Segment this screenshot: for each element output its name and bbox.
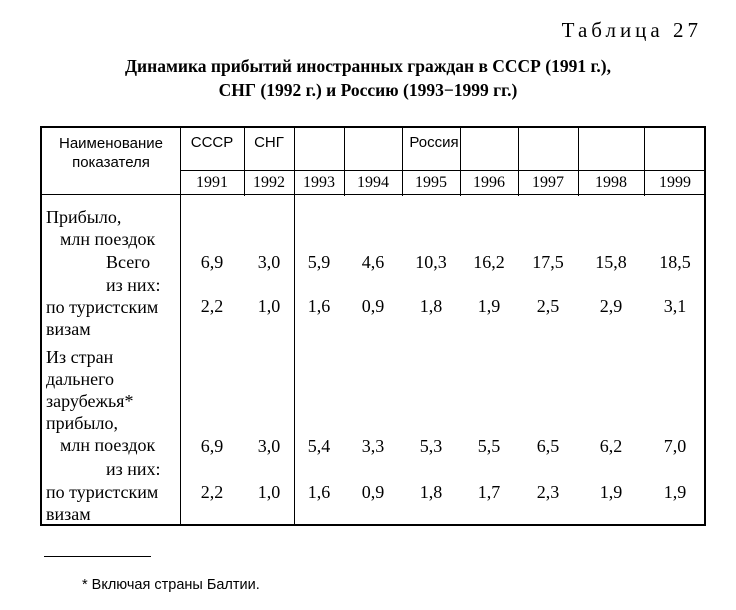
row-label-far-abroad: Из стран дальнего зарубежья* прибыло, млн поездок bbox=[46, 347, 156, 455]
value-cell: 0,9 bbox=[361, 482, 385, 502]
year-header: 1999 bbox=[659, 174, 691, 191]
value-cell: 7,0 bbox=[663, 436, 687, 456]
value-cell: 6,5 bbox=[536, 436, 560, 456]
value-cell: 5,4 bbox=[307, 436, 331, 456]
title-line-1: Динамика прибытий иностранных граждан в СССР (1991 г.), bbox=[124, 56, 612, 76]
value-cell: 17,5 bbox=[532, 252, 564, 272]
value-cell: 3,0 bbox=[257, 252, 281, 272]
value-cell: 1,9 bbox=[663, 482, 687, 502]
value-cell: 1,8 bbox=[419, 482, 443, 502]
row-label-total: Всего bbox=[106, 252, 151, 272]
table-number: Таблица 27 bbox=[561, 18, 702, 42]
year-header: 1993 bbox=[303, 174, 335, 191]
value-cell: 3,0 bbox=[257, 436, 281, 456]
value-cell: 18,5 bbox=[659, 252, 691, 272]
header-cis: СНГ bbox=[254, 134, 284, 151]
value-cell: 0,9 bbox=[361, 296, 385, 316]
value-cell: 5,9 bbox=[307, 252, 331, 272]
value-cell: 3,3 bbox=[361, 436, 385, 456]
value-cell: 2,5 bbox=[536, 296, 560, 316]
value-cell: 6,2 bbox=[599, 436, 623, 456]
value-cell: 2,9 bbox=[599, 296, 623, 316]
year-header: 1995 bbox=[415, 174, 447, 191]
value-cell: 10,3 bbox=[415, 252, 447, 272]
row-label-tourist-visas: по туристским визам bbox=[46, 297, 159, 339]
value-cell: 1,6 bbox=[307, 482, 331, 502]
value-cell: 2,2 bbox=[200, 296, 224, 316]
header-rule bbox=[42, 194, 704, 195]
value-cell: 3,1 bbox=[663, 296, 687, 316]
value-cell: 6,9 bbox=[200, 252, 224, 272]
value-cell: 5,5 bbox=[477, 436, 501, 456]
value-cell: 15,8 bbox=[595, 252, 627, 272]
year-header: 1994 bbox=[357, 174, 389, 191]
value-cell: 16,2 bbox=[473, 252, 505, 272]
year-header: 1997 bbox=[532, 174, 564, 191]
title-line-2: СНГ (1992 г.) и Россию (1993−1999 гг.) bbox=[218, 80, 518, 100]
statistics-table bbox=[40, 126, 706, 526]
row-label-arrivals: Прибыло, млн поездок bbox=[46, 207, 156, 249]
value-cell: 4,6 bbox=[361, 252, 385, 272]
header-ussr: СССР bbox=[190, 134, 234, 151]
value-cell: 5,3 bbox=[419, 436, 443, 456]
table-title bbox=[0, 54, 736, 102]
row-label-of-them: из них: bbox=[106, 275, 161, 295]
header-russia: Россия bbox=[409, 134, 459, 151]
row-label-tourist-visas-2: по туристским визам bbox=[46, 482, 159, 524]
value-cell: 1,0 bbox=[257, 482, 281, 502]
value-cell: 1,8 bbox=[419, 296, 443, 316]
label-column-header: Наименование показателя bbox=[59, 135, 163, 171]
value-cell: 1,7 bbox=[477, 482, 501, 502]
value-cell: 1,0 bbox=[257, 296, 281, 316]
year-header: 1992 bbox=[253, 174, 285, 191]
year-header: 1991 bbox=[196, 174, 228, 191]
value-cell: 1,6 bbox=[307, 296, 331, 316]
footnote-rule bbox=[44, 556, 151, 557]
value-cell: 2,3 bbox=[536, 482, 560, 502]
value-cell: 1,9 bbox=[599, 482, 623, 502]
year-header: 1998 bbox=[595, 174, 627, 191]
value-cell: 6,9 bbox=[200, 436, 224, 456]
year-header: 1996 bbox=[473, 174, 505, 191]
row-label-of-them-2: из них: bbox=[106, 459, 161, 479]
header-rule bbox=[180, 170, 704, 171]
footnote: * Включая страны Балтии. bbox=[82, 577, 260, 593]
value-cell: 1,9 bbox=[477, 296, 501, 316]
value-cell: 2,2 bbox=[200, 482, 224, 502]
